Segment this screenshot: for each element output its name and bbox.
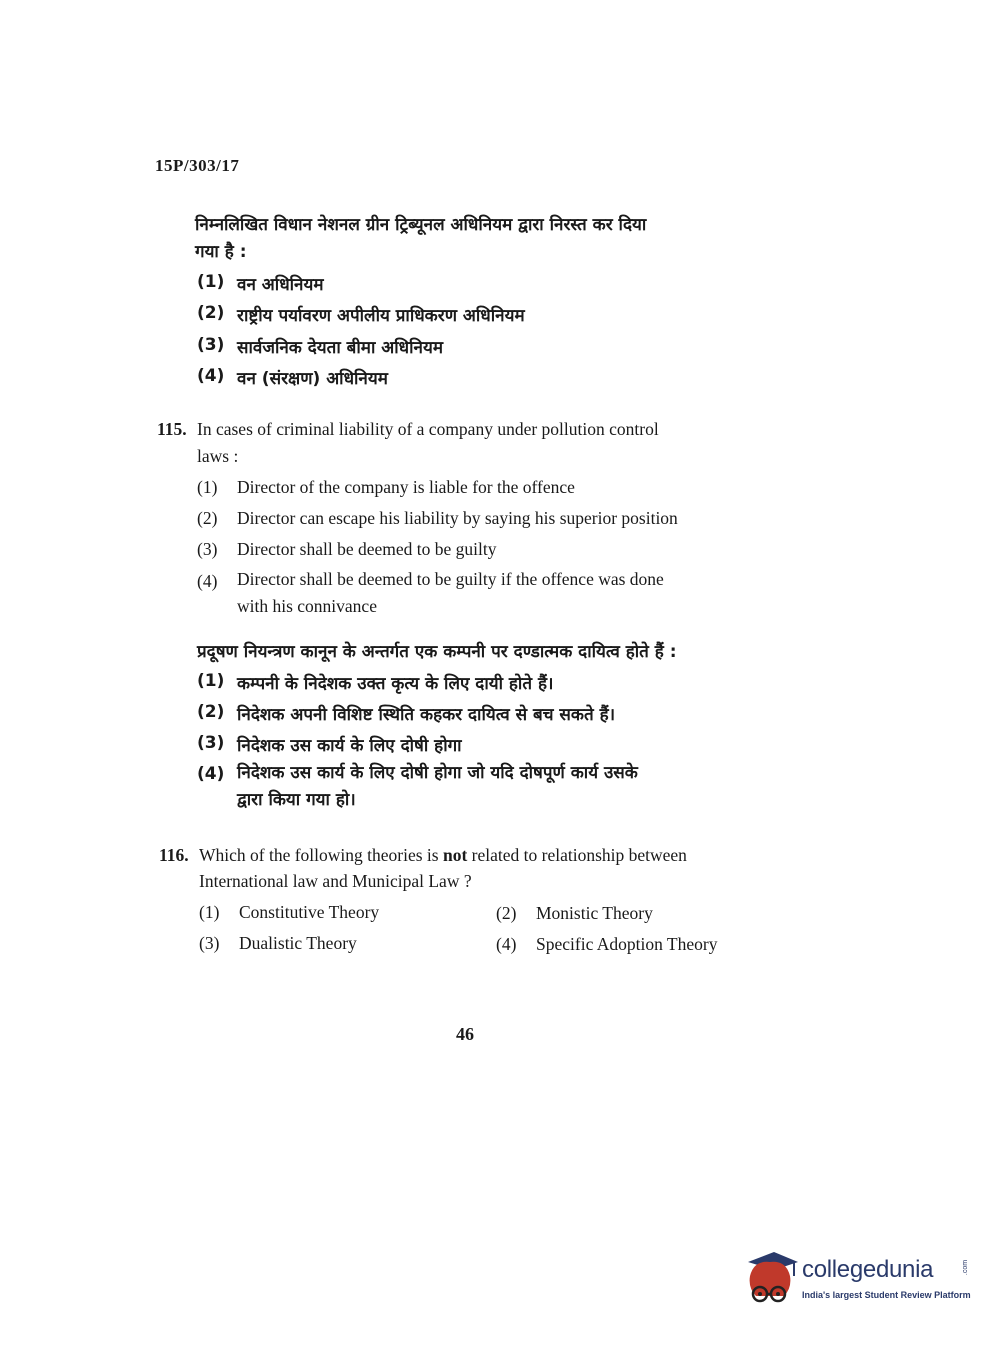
q114-hi-stem-line1: निम्नलिखित विधान नेशनल ग्रीन ट्रिब्यूनल अधिनियम द्वारा निरस्त कर दिया — [195, 215, 647, 235]
q116-number: 116. — [159, 845, 189, 865]
q116-option-4 — [496, 934, 717, 955]
option-text: Dualistic Theory — [239, 933, 357, 953]
collegedunia-logo — [740, 1248, 970, 1318]
q116-stem-line1 — [199, 842, 687, 869]
logo-wordmark: collegedunia — [802, 1256, 934, 1283]
option-number: (2) — [197, 303, 225, 323]
option-text: Director of the company is liable for the offence — [237, 477, 575, 497]
q116-option-3 — [199, 933, 357, 954]
option-number: (1) — [197, 272, 225, 292]
q115-hi-option-1 — [197, 671, 553, 694]
q114-hi-option-4 — [197, 366, 388, 389]
option-text: निदेशक उस कार्य के लिए दोषी होगा जो यदि दोषपूर्ण कार्य उसके — [237, 763, 638, 783]
q115-hi-option-3 — [197, 733, 462, 756]
option-text: Monistic Theory — [536, 903, 653, 923]
q114-hi-stem-line2: गया है : — [195, 242, 247, 262]
option-text: Specific Adoption Theory — [536, 934, 718, 954]
q116-stem-emphasis: not — [442, 845, 468, 865]
option-text: निदेशक अपनी विशिष्ट स्थिति कहकर दायित्व से बच सकते हैं। — [237, 705, 616, 725]
option-text: Constitutive Theory — [239, 902, 380, 922]
option-text: वन अधिनियम — [237, 275, 324, 295]
option-number: (4) — [197, 571, 218, 591]
q114-hi-option-3 — [197, 335, 443, 358]
option-number: (2) — [197, 508, 218, 528]
option-text: निदेशक उस कार्य के लिए दोषी होगा — [237, 736, 462, 756]
q115-option-1 — [197, 477, 575, 498]
option-text: राष्ट्रीय पर्यावरण अपीलीय प्राधिकरण अधिनियम — [237, 306, 525, 326]
q115-hi-stem: प्रदूषण नियन्त्रण कानून के अन्तर्गत एक कम्पनी पर दण्डात्मक दायित्व होते हैं : — [197, 642, 677, 662]
q114-hi-option-1 — [197, 272, 324, 295]
q116-stem-pre: Which of the following theories is — [199, 845, 443, 865]
option-number: (2) — [197, 702, 225, 722]
q115-hi-option-2 — [197, 702, 615, 725]
option-number: (4) — [197, 764, 225, 784]
q115-number: 115. — [157, 419, 187, 439]
q114-hi-option-2 — [197, 303, 525, 326]
q115-stem-line1: In cases of criminal liability of a company under pollution control — [197, 419, 659, 439]
option-text: Director can escape his liability by saying his superior position — [237, 508, 678, 528]
option-number: (3) — [197, 733, 225, 753]
option-number: (1) — [197, 477, 218, 497]
q115-option-3 — [197, 539, 497, 560]
q116-option-2 — [496, 903, 653, 924]
q116-option-1 — [199, 902, 379, 923]
logo-suffix: .com — [962, 1259, 970, 1276]
option-number: (1) — [199, 902, 220, 922]
option-text: कम्पनी के निदेशक उक्त कृत्य के लिए दायी होते हैं। — [237, 674, 554, 694]
q115-option-4 — [197, 571, 664, 620]
q115-option-2 — [197, 508, 678, 529]
option-text: Director shall be deemed to be guilty — [237, 539, 497, 559]
option-text: Director shall be deemed to be guilty if the offence was done — [237, 569, 664, 589]
option-text: सार्वजनिक देयता बीमा अधिनियम — [237, 338, 443, 358]
logo-tagline: India's largest Student Review Platform — [802, 1290, 971, 1300]
q115-hi-option-4 — [197, 764, 638, 814]
q115-stem-line2: laws : — [197, 446, 239, 466]
option-number: (2) — [496, 903, 517, 923]
option-number: (3) — [197, 539, 218, 559]
option-number: (4) — [496, 934, 517, 954]
option-number: (3) — [199, 933, 220, 953]
mascot-icon — [740, 1248, 800, 1314]
option-text: वन (संरक्षण) अधिनियम — [237, 369, 388, 389]
q116-stem-line2: International law and Municipal Law ? — [199, 871, 472, 891]
option-text-continued: with his connivance — [237, 596, 377, 616]
q116-stem-post: related to relationship between — [467, 845, 687, 865]
option-number: (1) — [197, 671, 225, 691]
page-number: 46 — [456, 1024, 474, 1044]
paper-code: 15P/303/17 — [155, 156, 240, 175]
option-number: (4) — [197, 366, 225, 386]
option-number: (3) — [197, 335, 225, 355]
option-text-continued: द्वारा किया गया हो। — [237, 790, 356, 810]
